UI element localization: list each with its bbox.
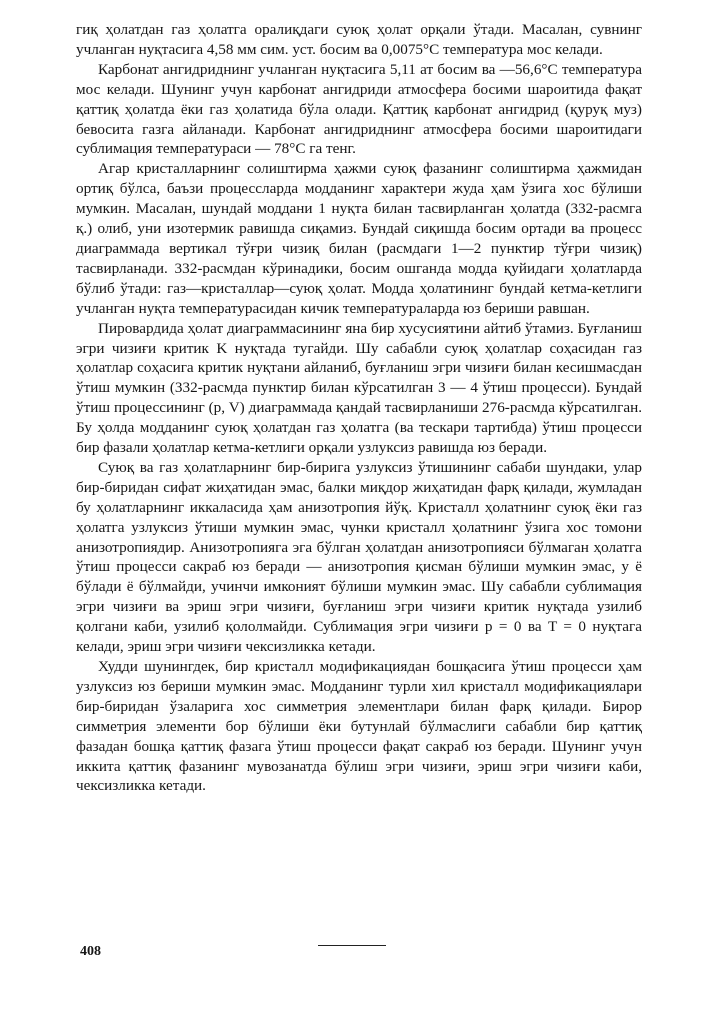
page-number: 408: [80, 944, 101, 959]
paragraph-5: Суюқ ва газ ҳолатларнинг бир-бирига узлуксиз ўтишининг сабаби шундаки, улар бир-биридан сифат жиҳатидан эмас, балки миқдор жиҳатидан фарқ қилади, жумладан бу ҳолатларнинг иккаласида ҳам анизотропия йўқ. Кристалл ҳолатнинг суюқ ёки газ ҳолатга узлуксиз ўтиши мумкин эмас, чунки кристалл ҳолатнинг ўзига хос томони анизотропиядир. Анизотропияга эга бўлган ҳолатдан анизотропияси бўлмаган ҳолатга ўтиш процесси сакраб юз беради — анизотропия қисман бўлиши мумкин эмас, у ё бўлади ё бўлмайди, учинчи имконият бўлиши мумкин эмас. Шу сабабли сублимация эгри чизиғи ва эриш эгри чизиғи, буғланиш эгри чизиғи критик нуқтада узилиб қолгани каби, узилиб қололмайди. Сублимация эгри чизиғи p = 0 ва T = 0 нуқтага келади, эриш эгри чизиғи чексизликка кетади.: [76, 458, 642, 656]
paragraph-4: Пировардида ҳолат диаграммасининг яна бир хусусиятини айтиб ўтамиз. Буғланиш эгри чизиғи критик K нуқтада тугайди. Шу сабабли суюқ ҳолатлар соҳасидан газ ҳолатлар соҳасига критик нуқтани айланиб, буғланиш эгри чизиғи билан кесишмасдан ўтиш мумкин (332-расмда пунктир билан кўрсатилган 3 — 4 ўтиш процесси). Бундай ўтиш процессининг (p, V) диаграммада қандай тасвирланиши 276-расмда кўрсатилган. Бу ҳолда модданинг суюқ ҳолатдан газ ҳолатга (ва тескари тартибда) ўтиш процесси бир фазали ҳолатлар кетма-кетлиги орқали узлуксиз равишда юз беради.: [76, 319, 642, 457]
paragraph-1: гиқ ҳолатдан газ ҳолатга оралиқдаги суюқ ҳолат орқали ўтади. Масалан, сувнинг учланган нуқтасига 4,58 мм сим. уст. босим ва 0,0075°С температура мос келади.: [76, 21, 642, 58]
text-body: [76, 20, 642, 796]
paragraph-6: Худди шунингдек, бир кристалл модификациядан бошқасига ўтиш процесси ҳам узлуксиз юз бериши мумкин эмас. Модданинг турли хил кристалл модификациялари бир-биридан ўзаларига хос симметрия элементлари билан фарқ қилади. Бирор симметрия элементи бор бўлиши ёки бутунлай бўлмаслиги сабабли бир қаттиқ фазадан бошқа қаттиқ фазага ўтиш процесси фақат сакраб юз беради. Шунинг учун иккита қаттиқ фазанинг мувозанатда бўлиш эгри чизиғи, эриш эгри чизиғи каби, чексизликка кетади.: [76, 658, 642, 795]
end-rule: [318, 945, 386, 946]
paragraph-3: Агар кристалларнинг солиштирма ҳажми суюқ фазанинг солиштирма ҳажмидан ортиқ бўлса, баъзи процессларда модданинг характери жуда ҳам ўзига хос бўлиши мумкин. Масалан, шундай моддани 1 нуқта билан тасвирланган ҳолатда (332-расмга қ.) олиб, уни изотермик равишда сиқамиз. Бундай сиқишда босим ортади ва процесс диаграммада вертикал тўғри чизиқ билан (расмдаги 1—2 пунктир тўғри чизиқ) тасвирланади. 332-расмдан кўринадики, босим ошганда модда қуйидаги ҳолатларда бўлиб ўтади: газ—кристаллар—суюқ ҳолат. Модда ҳолатининг бундай кетма-кетлиги учланган нуқта температурасидан кичик температураларда юз бериши равшан.: [76, 160, 642, 317]
paragraph-2: Карбонат ангидриднинг учланган нуқтасига 5,11 ат босим ва —56,6°С температура мос келади. Шунинг учун карбонат ангидриди атмосфера босими шароитида фақат қаттиқ ҳолатда ёки газ ҳолатида бўла олади. Қаттиқ карбонат ангидрид (қуруқ муз) бевосита газга айланади. Карбонат ангидриднинг атмосфера босими шароитидаги сублимация температураси — 78°С га тенг.: [76, 60, 642, 158]
